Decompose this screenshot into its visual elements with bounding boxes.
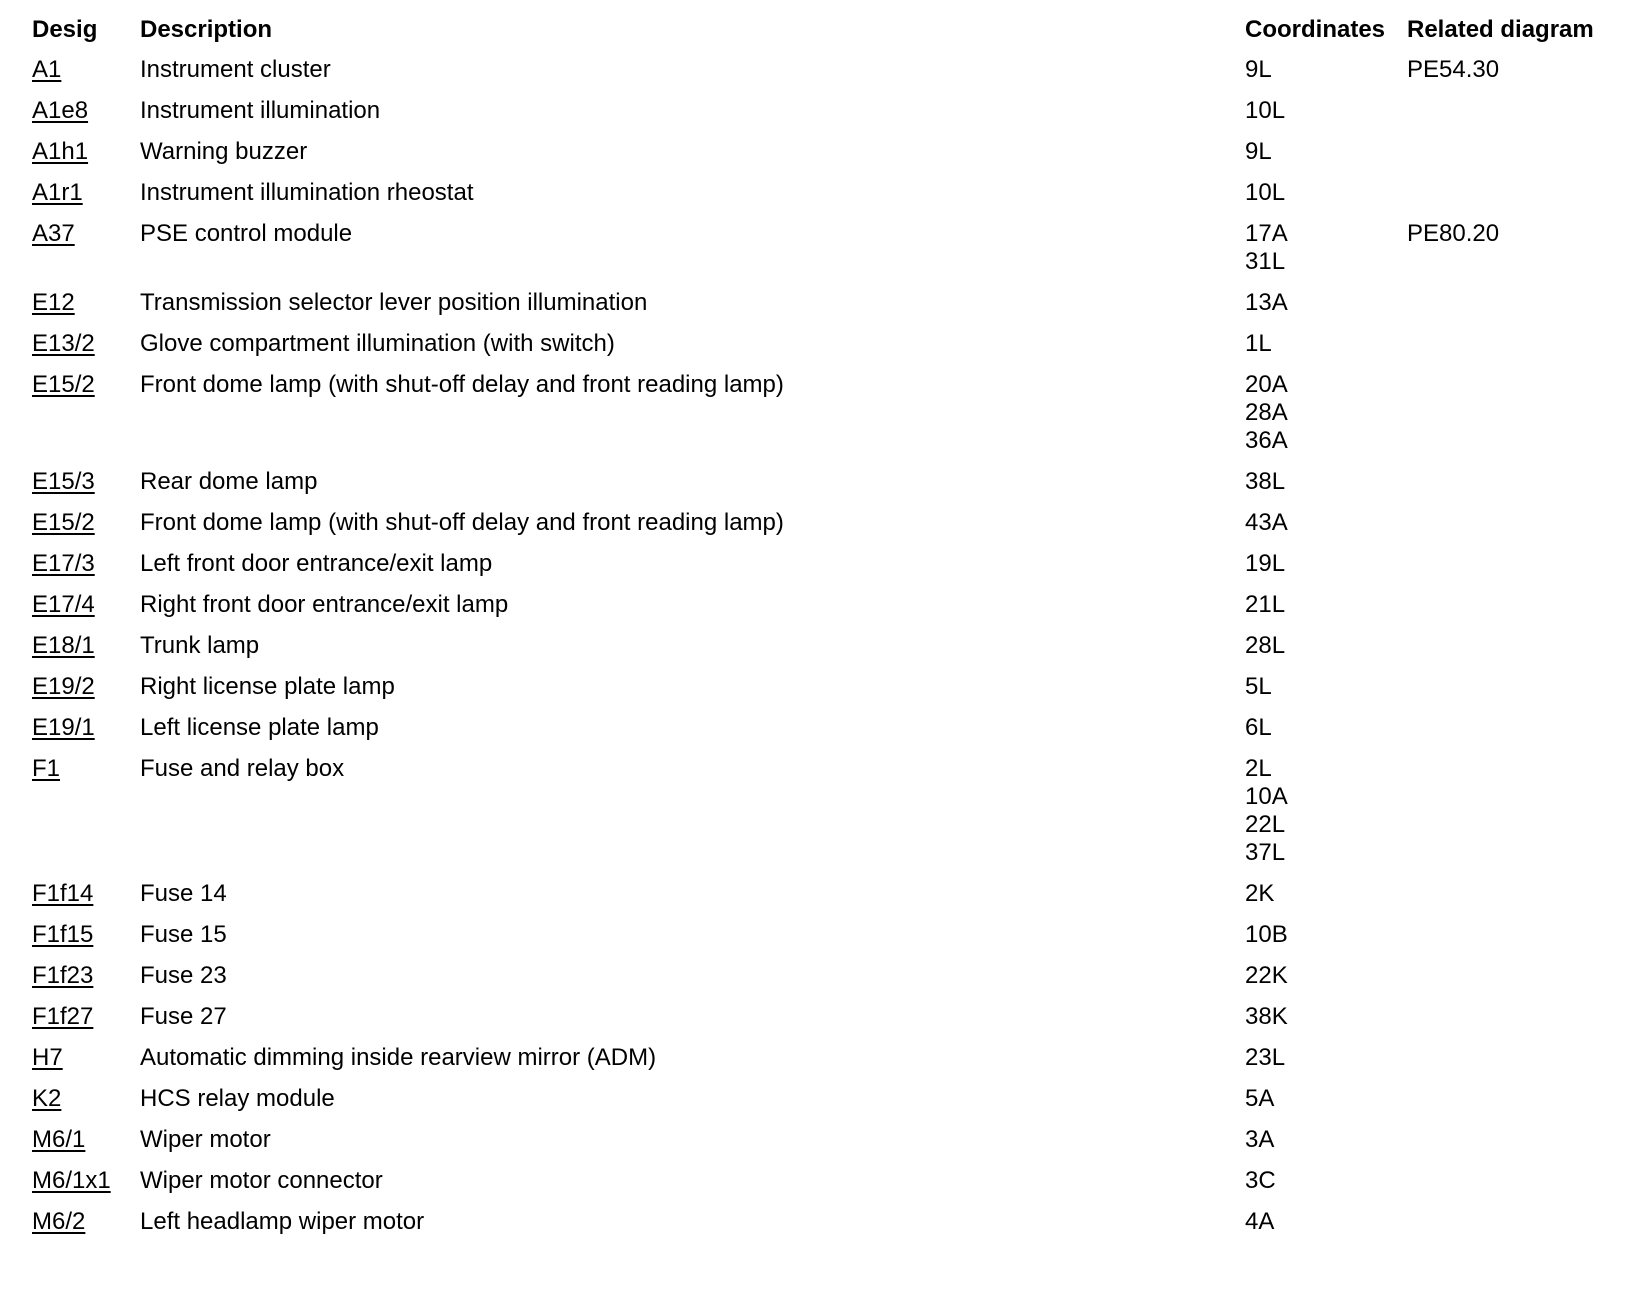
related-diagram-cell — [1399, 1161, 1615, 1202]
table-row — [24, 1202, 1615, 1243]
coordinate-value: 9L — [1245, 138, 1272, 165]
desig-link[interactable]: F1f27 — [32, 1003, 94, 1030]
description-cell: Fuse and relay box — [140, 755, 345, 782]
desig-link[interactable]: E15/2 — [32, 371, 95, 398]
desig-cell — [24, 365, 132, 462]
coordinates-cell — [1237, 749, 1399, 874]
coordinate-value: 5A — [1245, 1085, 1275, 1112]
related-diagram-cell — [1399, 1038, 1615, 1079]
component-legend-table — [24, 12, 1615, 1243]
coordinate-value: 2L — [1245, 755, 1272, 782]
coordinates-cell — [1237, 915, 1399, 956]
desig-cell — [24, 1079, 132, 1120]
description-cell: Warning buzzer — [140, 138, 308, 165]
coordinates-cell — [1237, 1120, 1399, 1161]
header-coordinates: Coordinates — [1245, 16, 1386, 43]
table-row — [24, 997, 1615, 1038]
desig-link[interactable]: E18/1 — [32, 632, 95, 659]
description-cell: Wiper motor — [140, 1126, 271, 1153]
table-row — [24, 544, 1615, 585]
desig-link[interactable]: E17/4 — [32, 591, 95, 618]
description-cell: Instrument illumination rheostat — [140, 179, 474, 206]
table-row — [24, 503, 1615, 544]
related-diagram-cell — [1399, 1120, 1615, 1161]
description-cell: Instrument illumination — [140, 97, 381, 124]
desig-cell — [24, 50, 132, 91]
table-row — [24, 91, 1615, 132]
desig-link[interactable]: F1f23 — [32, 962, 94, 989]
coordinate-value: 21L — [1245, 591, 1286, 618]
desig-link[interactable]: E15/2 — [32, 509, 95, 536]
description-cell: Instrument cluster — [140, 56, 331, 83]
desig-link[interactable]: F1f14 — [32, 880, 94, 907]
coordinates-cell — [1237, 91, 1399, 132]
desig-cell — [24, 874, 132, 915]
table-row — [24, 915, 1615, 956]
table-row — [24, 667, 1615, 708]
coordinates-cell — [1237, 50, 1399, 91]
coordinate-value: 36A — [1245, 427, 1288, 454]
related-diagram-cell — [1399, 956, 1615, 997]
description-cell: Right front door entrance/exit lamp — [140, 591, 509, 618]
related-diagram-cell — [1399, 1079, 1615, 1120]
related-diagram-cell — [1399, 1202, 1615, 1243]
coordinate-value: 19L — [1245, 550, 1286, 577]
desig-link[interactable]: E19/1 — [32, 714, 95, 741]
header-description: Description — [140, 16, 273, 43]
related-diagram-cell — [1399, 365, 1615, 462]
table-row — [24, 1120, 1615, 1161]
coordinate-value: 38L — [1245, 468, 1286, 495]
desig-link[interactable]: E15/3 — [32, 468, 95, 495]
table-row — [24, 1161, 1615, 1202]
coordinate-value: 9L — [1245, 56, 1272, 83]
coordinates-cell — [1237, 874, 1399, 915]
desig-cell — [24, 708, 132, 749]
coordinates-cell — [1237, 503, 1399, 544]
description-cell: Fuse 27 — [140, 1003, 227, 1030]
coordinate-value: 4A — [1245, 1208, 1275, 1235]
description-cell: Wiper motor connector — [140, 1167, 383, 1194]
desig-link[interactable]: E12 — [32, 289, 75, 316]
description-cell: Front dome lamp (with shut-off delay and front reading lamp) — [140, 509, 784, 536]
desig-cell — [24, 462, 132, 503]
coordinate-value: 10B — [1245, 921, 1288, 948]
description-cell: Fuse 23 — [140, 962, 227, 989]
table-row — [24, 1079, 1615, 1120]
description-cell: Left front door entrance/exit lamp — [140, 550, 493, 577]
coordinate-value: 43A — [1245, 509, 1288, 536]
description-cell: Rear dome lamp — [140, 468, 318, 495]
desig-link[interactable]: E13/2 — [32, 330, 95, 357]
description-cell: Trunk lamp — [140, 632, 260, 659]
desig-link[interactable]: M6/2 — [32, 1208, 86, 1235]
desig-link[interactable]: H7 — [32, 1044, 63, 1071]
related-diagram-cell — [1399, 91, 1615, 132]
desig-cell — [24, 214, 132, 283]
coordinate-value: 20A — [1245, 371, 1288, 398]
desig-cell — [24, 626, 132, 667]
coordinates-cell — [1237, 667, 1399, 708]
related-diagram-cell — [1399, 324, 1615, 365]
desig-link[interactable]: E17/3 — [32, 550, 95, 577]
coordinate-value: 6L — [1245, 714, 1272, 741]
coordinates-cell — [1237, 544, 1399, 585]
desig-cell — [24, 1120, 132, 1161]
desig-cell — [24, 956, 132, 997]
desig-cell — [24, 132, 132, 173]
coordinates-cell — [1237, 132, 1399, 173]
coordinate-value: 23L — [1245, 1044, 1286, 1071]
table-row — [24, 132, 1615, 173]
desig-link[interactable]: A1 — [32, 56, 62, 83]
coordinate-value: 31L — [1245, 248, 1286, 275]
desig-cell — [24, 1161, 132, 1202]
description-cell: Fuse 14 — [140, 880, 227, 907]
desig-link[interactable]: A37 — [32, 220, 75, 247]
coordinate-value: 28A — [1245, 399, 1288, 426]
table-row — [24, 214, 1615, 283]
desig-cell — [24, 91, 132, 132]
coordinates-cell — [1237, 1079, 1399, 1120]
desig-link[interactable]: A1r1 — [32, 179, 83, 206]
related-diagram-cell: PE80.20 — [1407, 220, 1500, 247]
related-diagram-cell — [1399, 462, 1615, 503]
table-row — [24, 50, 1615, 91]
related-diagram-cell — [1399, 585, 1615, 626]
desig-cell — [24, 667, 132, 708]
desig-link[interactable]: K2 — [32, 1085, 62, 1112]
header-desig: Desig — [32, 16, 98, 43]
table-row — [24, 626, 1615, 667]
desig-cell — [24, 283, 132, 324]
desig-cell — [24, 1038, 132, 1079]
desig-link[interactable]: F1f15 — [32, 921, 94, 948]
related-diagram-cell — [1399, 283, 1615, 324]
description-cell: Right license plate lamp — [140, 673, 395, 700]
description-cell: Left license plate lamp — [140, 714, 379, 741]
desig-cell — [24, 749, 132, 874]
header-related-diagram: Related diagram — [1407, 16, 1594, 43]
coordinate-value: 3C — [1245, 1167, 1276, 1194]
desig-cell — [24, 1202, 132, 1243]
related-diagram-cell: PE54.30 — [1407, 56, 1500, 83]
coordinates-cell — [1237, 283, 1399, 324]
description-cell: Glove compartment illumination (with switch) — [140, 330, 615, 357]
related-diagram-cell — [1399, 173, 1615, 214]
coordinates-cell — [1237, 1161, 1399, 1202]
coordinate-value: 17A — [1245, 220, 1288, 247]
coordinates-cell — [1237, 1038, 1399, 1079]
table-row — [24, 173, 1615, 214]
desig-cell — [24, 173, 132, 214]
coordinates-cell — [1237, 708, 1399, 749]
related-diagram-cell — [1399, 132, 1615, 173]
desig-link[interactable]: E19/2 — [32, 673, 95, 700]
coordinates-cell — [1237, 956, 1399, 997]
table-row — [24, 1038, 1615, 1079]
coordinates-cell — [1237, 626, 1399, 667]
description-cell: Left headlamp wiper motor — [140, 1208, 425, 1235]
description-cell: PSE control module — [140, 220, 353, 247]
desig-link[interactable]: M6/1x1 — [32, 1167, 111, 1194]
desig-link[interactable]: F1 — [32, 755, 61, 782]
table-row — [24, 874, 1615, 915]
description-cell: Automatic dimming inside rearview mirror (ADM) — [140, 1044, 657, 1071]
desig-cell — [24, 915, 132, 956]
coordinate-value: 22K — [1245, 962, 1288, 989]
related-diagram-cell — [1399, 915, 1615, 956]
desig-link[interactable]: M6/1 — [32, 1126, 86, 1153]
table-row — [24, 283, 1615, 324]
table-row — [24, 365, 1615, 462]
desig-cell — [24, 324, 132, 365]
coordinate-value: 10A — [1245, 783, 1288, 810]
table-body — [24, 50, 1615, 1243]
description-cell: Fuse 15 — [140, 921, 227, 948]
coordinates-cell — [1237, 214, 1399, 283]
related-diagram-cell — [1399, 503, 1615, 544]
table-row — [24, 708, 1615, 749]
related-diagram-cell — [1399, 544, 1615, 585]
coordinate-value: 28L — [1245, 632, 1286, 659]
related-diagram-cell — [1399, 749, 1615, 874]
coordinates-cell — [1237, 585, 1399, 626]
coordinate-value: 38K — [1245, 1003, 1288, 1030]
coordinates-cell — [1237, 365, 1399, 462]
desig-cell — [24, 585, 132, 626]
related-diagram-cell — [1399, 997, 1615, 1038]
desig-cell — [24, 544, 132, 585]
coordinate-value: 10L — [1245, 97, 1286, 124]
description-cell: Transmission selector lever position illumination — [140, 289, 648, 316]
coordinate-value: 3A — [1245, 1126, 1275, 1153]
table-row — [24, 956, 1615, 997]
desig-link[interactable]: A1h1 — [32, 138, 89, 165]
related-diagram-cell — [1399, 667, 1615, 708]
coordinates-cell — [1237, 462, 1399, 503]
desig-link[interactable]: A1e8 — [32, 97, 89, 124]
description-cell: HCS relay module — [140, 1085, 335, 1112]
table-row — [24, 462, 1615, 503]
related-diagram-cell — [1399, 874, 1615, 915]
description-cell: Front dome lamp (with shut-off delay and front reading lamp) — [140, 371, 784, 398]
desig-cell — [24, 503, 132, 544]
coordinate-value: 2K — [1245, 880, 1275, 907]
coordinate-value: 10L — [1245, 179, 1286, 206]
coordinates-cell — [1237, 324, 1399, 365]
related-diagram-cell — [1399, 708, 1615, 749]
coordinate-value: 22L — [1245, 811, 1286, 838]
related-diagram-cell — [1399, 626, 1615, 667]
table-row — [24, 324, 1615, 365]
table-row — [24, 749, 1615, 874]
coordinate-value: 37L — [1245, 839, 1286, 866]
coordinate-value: 1L — [1245, 330, 1272, 357]
coordinates-cell — [1237, 173, 1399, 214]
desig-cell — [24, 997, 132, 1038]
coordinate-value: 13A — [1245, 289, 1288, 316]
table-row — [24, 585, 1615, 626]
coordinate-value: 5L — [1245, 673, 1272, 700]
coordinates-cell — [1237, 997, 1399, 1038]
header-row — [24, 12, 1615, 50]
coordinates-cell — [1237, 1202, 1399, 1243]
